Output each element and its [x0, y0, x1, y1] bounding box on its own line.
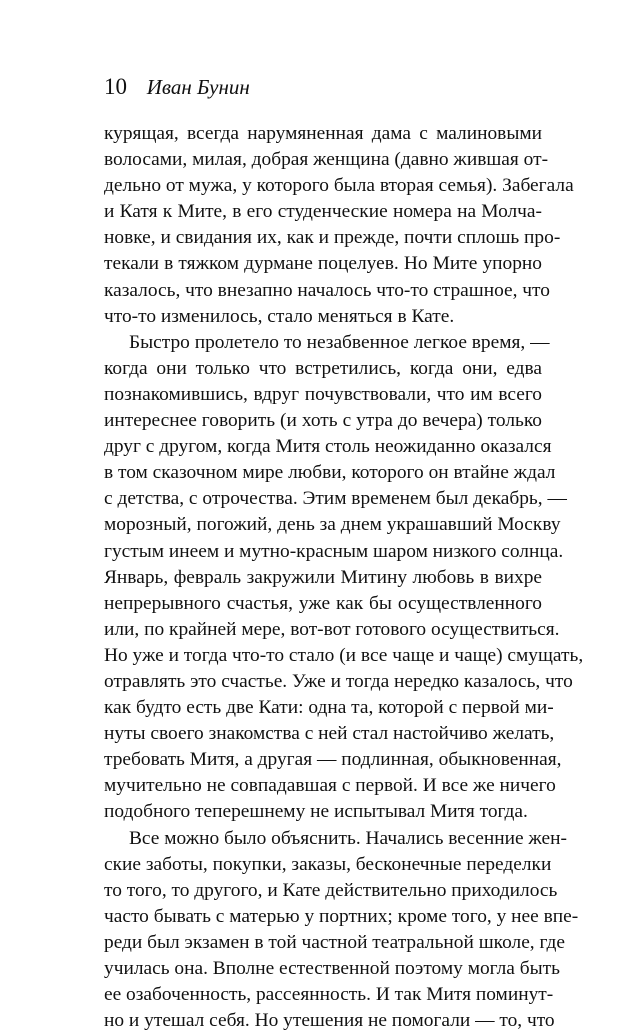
text-line: или, по крайней мере, вот-вот готового осуществиться.	[104, 618, 560, 640]
text-line: ее озабоченность, рассеянность. И так Митя поминут-	[104, 984, 554, 1006]
text-line: мучительно не совпадавшая с первой. И все же ничего	[104, 775, 556, 797]
page-number: 10	[104, 74, 127, 99]
text-line: и Катя к Мите, в его студенческие номера на Молча-	[104, 201, 542, 223]
text-line: интереснее говорить (и хоть с утра до вечера) только	[104, 410, 542, 432]
paragraph	[104, 330, 584, 826]
paragraph	[104, 826, 579, 1034]
text-line: курящая, всегда нарумяненная дама с малиновыми	[104, 123, 542, 144]
text-line: дельно от мужа, у которого была вторая семья). Забегала	[104, 175, 574, 197]
text-line: требовать Митя, а другая — подлинная, обыкновенная,	[104, 749, 562, 771]
text-line: Все можно было объяснить. Начались весенние жен-	[129, 827, 568, 849]
text-line: Январь, февраль закружили Митину любовь в вихре	[104, 566, 542, 588]
text-line: новке, и свидания их, как и прежде, почти сплошь про-	[104, 227, 561, 249]
text-line: отравлять это счастье. Уже и тогда нередко казалось, что	[104, 670, 573, 692]
text-line: что-то изменилось, стало меняться в Кате.	[104, 305, 455, 327]
text-line: с детства, с отрочества. Этим временем был декабрь, —	[104, 488, 567, 510]
text-line: реди был экзамен в той частной театральной школе, где	[104, 931, 565, 953]
text-line: морозный, погожий, день за днем украшавший Москву	[104, 514, 561, 536]
running-header	[104, 72, 250, 102]
text-line: как будто есть две Кати: одна та, которой с первой ми-	[104, 697, 554, 719]
paragraph	[104, 121, 574, 330]
text-line: познакомившись, вдруг почувствовали, что им всего	[104, 383, 542, 405]
text-line: Но уже и тогда что-то стало (и все чаще и чаще) смущать,	[104, 644, 584, 666]
text-line: когда они только что встретились, когда они, едва	[104, 357, 542, 379]
text-line: текали в тяжком дурмане поцелуев. Но Мите упорно	[104, 253, 542, 275]
author-name: Иван Бунин	[146, 75, 250, 99]
text-line: то того, то другого, и Кате действительно приходилось	[104, 879, 558, 901]
text-line: ские заботы, покупки, заказы, бесконечные переделки	[104, 853, 552, 875]
text-line: часто бывать с матерью у портних; кроме того, у нее впе-	[104, 905, 579, 927]
text-line: Быстро пролетело то незабвенное легкое время, —	[129, 331, 550, 353]
text-line: нуты своего знакомства с ней стал настойчиво желать,	[104, 723, 555, 745]
text-line: друг с другом, когда Митя столь неожиданно оказался	[104, 436, 552, 458]
text-line: казалось, что внезапно началось что-то страшное, что	[104, 279, 550, 301]
text-line: но и утешал себя. Но утешения не помогали — то, что	[104, 1010, 555, 1032]
text-line: подобного теперешнему не испытывал Митя тогда.	[104, 801, 528, 823]
text-line: густым инеем и мутно-красным шаром низкого солнца.	[104, 540, 564, 562]
text-line: непрерывного счастья, уже как бы осуществленного	[104, 592, 542, 614]
body-text	[104, 121, 584, 1034]
text-line: в том сказочном мире любви, которого он втайне ждал	[104, 462, 556, 484]
text-line: училась она. Вполне естественной поэтому могла быть	[104, 958, 560, 979]
text-line: волосами, милая, добрая женщина (давно жившая от-	[104, 149, 549, 171]
